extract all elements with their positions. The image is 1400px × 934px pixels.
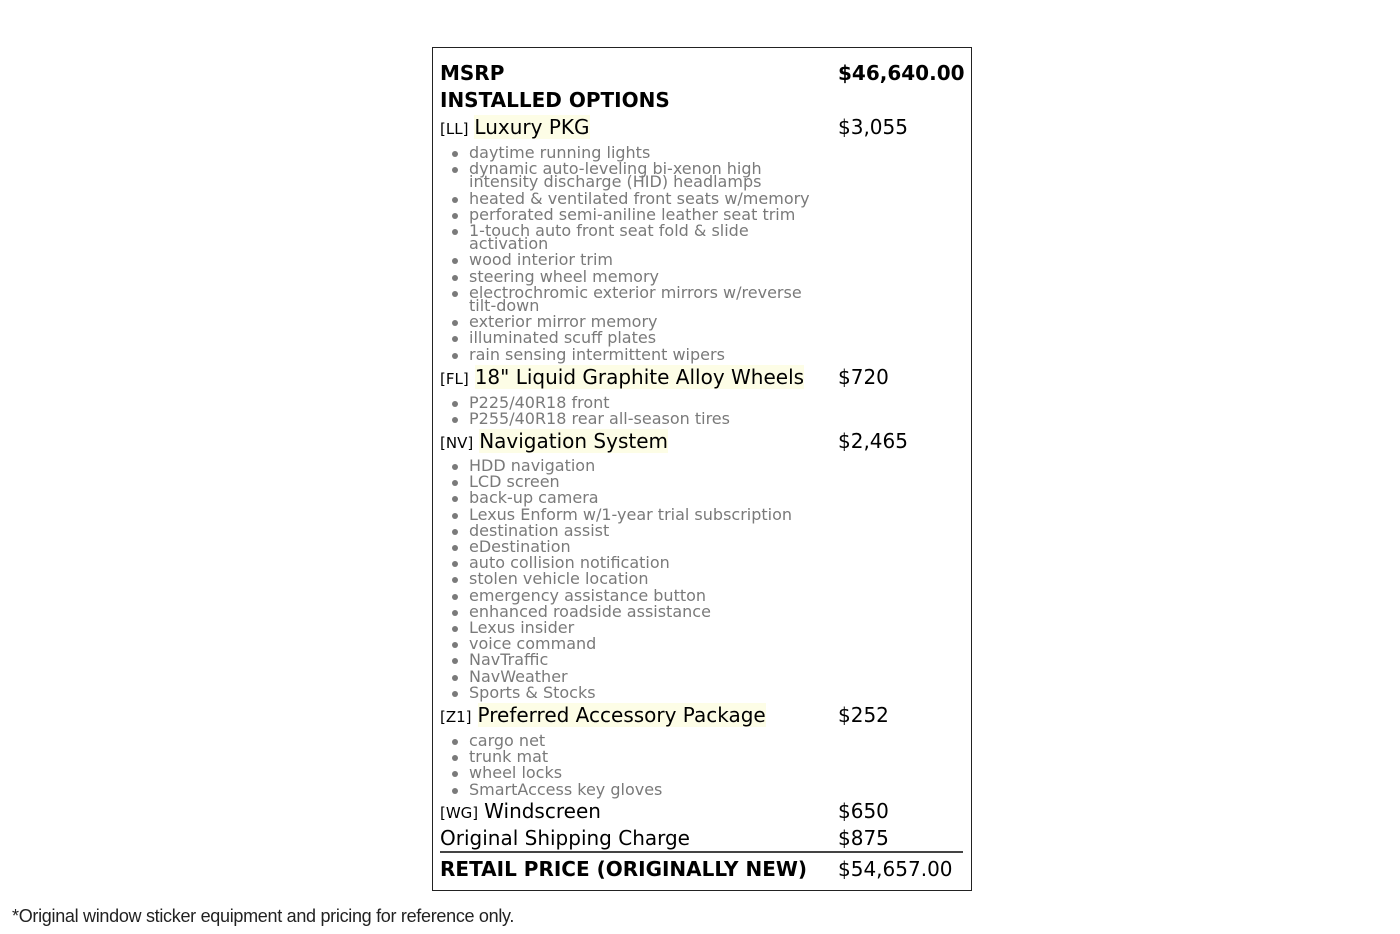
list-item: HDD navigation: [441, 459, 821, 472]
list-item: steering wheel memory: [441, 270, 821, 283]
option-feature-list: [441, 456, 821, 702]
list-item: wood interior trim: [441, 253, 821, 266]
shipping-label: Original Shipping Charge: [440, 826, 690, 850]
list-item: dynamic auto-leveling bi-xenon high intensity discharge (HID) headlamps: [441, 162, 821, 188]
retail-price-label: RETAIL PRICE (ORIGINALLY NEW): [440, 857, 808, 881]
option-price: $720: [838, 365, 889, 389]
list-item: SmartAccess key gloves: [441, 783, 821, 796]
option-price: $2,465: [838, 429, 908, 453]
installed-options-heading: [440, 88, 965, 114]
retail-price-row: [440, 857, 965, 883]
option-code: [NV]: [440, 434, 474, 452]
option-price: $650: [838, 799, 889, 823]
msrp-row: [440, 61, 965, 87]
list-item: enhanced roadside assistance: [441, 605, 821, 618]
list-item: back-up camera: [441, 491, 821, 504]
option-row-navigation: [440, 429, 965, 455]
list-item: 1-touch auto front seat fold & slide activation: [441, 224, 821, 250]
list-item: heated & ventilated front seats w/memory: [441, 192, 821, 205]
list-item: Lexus Enform w/1-year trial subscription: [441, 508, 821, 521]
list-item: exterior mirror memory: [441, 315, 821, 328]
option-name: Navigation System: [479, 429, 668, 453]
option-row-accessory-package: [440, 703, 965, 729]
option-price: $252: [838, 703, 889, 727]
list-item: NavTraffic: [441, 653, 821, 666]
option-name: Windscreen: [484, 799, 601, 823]
option-feature-list: [441, 393, 821, 429]
window-sticker: [432, 47, 972, 891]
list-item: cargo net: [441, 734, 821, 747]
list-item: wheel locks: [441, 766, 821, 779]
installed-options-label: INSTALLED OPTIONS: [440, 88, 670, 112]
list-item: auto collision notification: [441, 556, 821, 569]
windscreen-row: [440, 799, 965, 825]
option-price: $3,055: [838, 115, 908, 139]
option-feature-list: [441, 731, 821, 799]
option-row-wheels: [440, 365, 965, 391]
list-item: rain sensing intermittent wipers: [441, 348, 821, 361]
option-code: [Z1]: [440, 708, 472, 726]
option-title: [440, 115, 838, 139]
list-item: eDestination: [441, 540, 821, 553]
option-name: Preferred Accessory Package: [477, 703, 766, 727]
list-item: trunk mat: [441, 750, 821, 763]
shipping-row: [440, 826, 965, 852]
option-title: [440, 799, 838, 823]
option-code: [LL]: [440, 120, 469, 138]
option-code: [FL]: [440, 370, 469, 388]
list-item: stolen vehicle location: [441, 572, 821, 585]
total-divider: [440, 851, 963, 853]
list-item: electrochromic exterior mirrors w/reverse tilt-down: [441, 286, 821, 312]
option-code: [WG]: [440, 804, 479, 822]
shipping-price: $875: [838, 826, 889, 850]
option-title: [440, 703, 838, 727]
option-title: [440, 365, 838, 389]
list-item: Lexus insider: [441, 621, 821, 634]
list-item: voice command: [441, 637, 821, 650]
list-item: destination assist: [441, 524, 821, 537]
list-item: LCD screen: [441, 475, 821, 488]
list-item: emergency assistance button: [441, 589, 821, 602]
option-name: 18" Liquid Graphite Alloy Wheels: [474, 365, 805, 389]
msrp-label: MSRP: [440, 61, 505, 85]
list-item: Sports & Stocks: [441, 686, 821, 699]
list-item: illuminated scuff plates: [441, 331, 821, 344]
list-item: perforated semi-aniline leather seat trim: [441, 208, 821, 221]
list-item: NavWeather: [441, 670, 821, 683]
msrp-value: $46,640.00: [838, 61, 965, 85]
option-row-luxury-pkg: [440, 115, 965, 141]
option-feature-list: [441, 143, 821, 364]
option-title: [440, 429, 838, 453]
list-item: P255/40R18 rear all-season tires: [441, 412, 821, 425]
list-item: P225/40R18 front: [441, 396, 821, 409]
option-name: Luxury PKG: [474, 115, 590, 139]
list-item: daytime running lights: [441, 146, 821, 159]
footnote: *Original window sticker equipment and pricing for reference only.: [12, 906, 515, 926]
retail-price-value: $54,657.00: [838, 857, 953, 881]
